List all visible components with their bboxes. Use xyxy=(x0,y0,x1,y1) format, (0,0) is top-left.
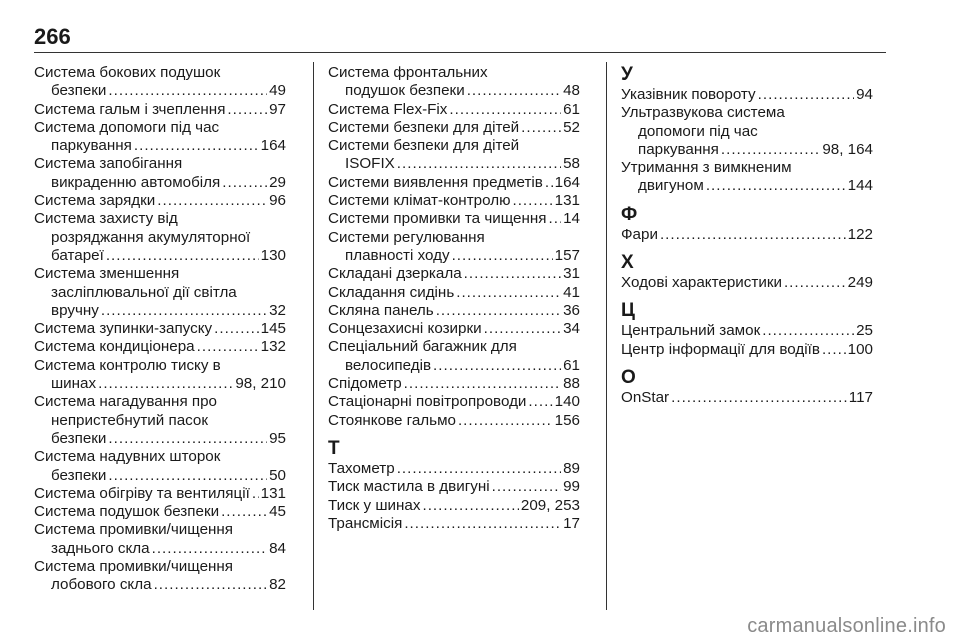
index-entry-text: паркування xyxy=(51,137,132,155)
dot-leader xyxy=(528,393,552,411)
index-entry-pages: 131 xyxy=(260,484,286,502)
index-entry-pages: 164 xyxy=(554,173,580,191)
dot-leader xyxy=(397,155,561,173)
index-entry-text: батареї xyxy=(51,246,104,264)
dot-leader xyxy=(221,503,267,521)
index-entry-text: Фари xyxy=(621,225,658,243)
index-entry-text: Система зупинки-запуску xyxy=(34,320,213,338)
index-entry[interactable] xyxy=(328,64,580,101)
dot-leader xyxy=(134,137,259,155)
index-entry-text: лобового скла xyxy=(51,576,152,594)
index-entry-text: ISOFIX xyxy=(345,155,395,173)
index-entry-text: Система фронтальних xyxy=(328,64,488,81)
index-entry[interactable] xyxy=(34,320,286,338)
index-entry-pages: 29 xyxy=(269,173,286,191)
index-entry-pages: 49 xyxy=(269,82,286,100)
dot-leader xyxy=(404,375,561,393)
index-entry-text: безпеки xyxy=(51,466,107,484)
index-entry-pages: 50 xyxy=(269,466,286,484)
index-entry-pages: 98, 164 xyxy=(822,140,873,158)
watermark: carmanualsonline.info xyxy=(747,615,946,637)
index-entry[interactable] xyxy=(34,119,286,156)
index-entry[interactable] xyxy=(328,497,580,515)
index-entry[interactable] xyxy=(621,389,873,407)
index-letter-heading: Т xyxy=(328,437,340,459)
index-entry-text: Стоянкове гальмо xyxy=(328,411,456,429)
dot-leader xyxy=(660,226,846,244)
dot-leader xyxy=(464,265,561,283)
index-entry-pages: 249 xyxy=(847,274,873,292)
dot-leader xyxy=(458,412,553,430)
index-entry-pages: 140 xyxy=(554,393,580,411)
index-entry-text: шинах xyxy=(51,375,97,393)
index-entry-pages: 84 xyxy=(269,539,286,557)
index-letter-heading: O xyxy=(621,366,636,388)
index-entry[interactable] xyxy=(328,137,580,174)
index-entry-pages: 117 xyxy=(848,388,873,406)
index-entry-pages: 34 xyxy=(563,320,580,338)
dot-leader xyxy=(252,485,259,503)
index-entry[interactable] xyxy=(34,64,286,101)
index-entry-text: Система Flex-Fix xyxy=(328,100,448,118)
index-entry-pages: 52 xyxy=(563,118,580,136)
index-entry-text: Центральний замок xyxy=(621,322,761,340)
index-column-1 xyxy=(34,64,286,595)
dot-leader xyxy=(154,576,268,594)
index-entry-pages: 17 xyxy=(563,514,580,532)
index-entry[interactable] xyxy=(34,338,286,356)
index-entry[interactable] xyxy=(34,357,286,394)
index-entry-pages: 82 xyxy=(269,576,286,594)
index-entry-pages: 31 xyxy=(563,265,580,283)
index-entry-text: Ультразвукова система xyxy=(621,104,785,122)
index-entry-pages: 144 xyxy=(847,177,873,195)
index-entry-text: розряджання акумуляторної xyxy=(51,228,251,246)
dot-leader xyxy=(404,515,561,533)
index-entry-text: допомоги під час xyxy=(638,122,758,140)
index-entry[interactable] xyxy=(328,320,580,338)
index-entry[interactable] xyxy=(621,274,873,292)
index-entry[interactable] xyxy=(328,192,580,210)
index-entry-text: двигуном xyxy=(638,177,704,195)
index-entry-text: Система контролю тиску в xyxy=(34,356,221,374)
index-entry-pages: 99 xyxy=(563,478,580,496)
index-entry[interactable] xyxy=(328,265,580,283)
index-entry-pages: 14 xyxy=(563,210,580,228)
index-entry-text: велосипедів xyxy=(345,356,432,374)
dot-leader xyxy=(214,320,259,338)
index-entry-text: Системи промивки та чищення xyxy=(328,210,547,228)
dot-leader xyxy=(152,540,267,558)
index-entry-pages: 58 xyxy=(563,155,580,173)
dot-leader xyxy=(227,101,267,119)
dot-leader xyxy=(157,192,267,210)
index-entry-text: заднього скла xyxy=(51,539,150,557)
index-entry-pages: 48 xyxy=(563,82,580,100)
index-entry-text: Трансмісія xyxy=(328,514,403,532)
index-entry[interactable] xyxy=(621,322,873,340)
index-entry[interactable] xyxy=(621,226,873,244)
index-entry[interactable] xyxy=(34,155,286,192)
index-entry-pages: 97 xyxy=(269,100,286,118)
index-entry-text: Складані дзеркала xyxy=(328,265,462,283)
index-entry-text: Система надувних шторок xyxy=(34,448,221,466)
index-column-2 xyxy=(328,64,580,533)
index-entry-text: Системи регулювання xyxy=(328,228,485,246)
index-entry-text: Системи безпеки для дітей xyxy=(328,118,520,136)
index-column-3 xyxy=(621,64,873,407)
index-entry-text: Центр інформації для водіїв xyxy=(621,340,820,358)
index-entry-text: Указівник повороту xyxy=(621,86,756,103)
index-entry-pages: 209, 253 xyxy=(520,496,580,514)
index-letter-heading: Ф xyxy=(621,203,638,225)
index-entry-text: Система допомоги під час xyxy=(34,118,220,136)
index-entry[interactable] xyxy=(34,485,286,503)
index-entry-text: безпеки xyxy=(51,82,107,100)
index-entry-pages: 131 xyxy=(554,192,580,210)
index-entry-pages: 156 xyxy=(554,411,580,429)
index-entry-text: подушок безпеки xyxy=(345,82,465,100)
dot-leader xyxy=(106,247,259,265)
index-entry[interactable] xyxy=(621,86,873,104)
index-entry-pages: 89 xyxy=(563,459,580,477)
index-entry[interactable] xyxy=(328,412,580,430)
index-entry-pages: 41 xyxy=(563,283,580,301)
index-letter-heading: Х xyxy=(621,252,634,274)
index-entry-text: викраденню автомобіля xyxy=(51,173,221,191)
index-entry-pages: 164 xyxy=(260,137,286,155)
index-entry-text: Ходові характеристики xyxy=(621,274,782,292)
index-entry-text: Скляна панель xyxy=(328,301,434,319)
index-entry-text: плавності ходу xyxy=(345,246,450,264)
dot-leader xyxy=(484,320,561,338)
dot-leader xyxy=(222,174,267,192)
dot-leader xyxy=(758,86,854,104)
index-entry[interactable] xyxy=(328,119,580,137)
index-entry[interactable] xyxy=(328,393,580,411)
index-entry-text: паркування xyxy=(638,140,719,158)
index-entry-text: Тиск у шинах xyxy=(328,496,421,514)
index-entry-text: Системи клімат-контролю xyxy=(328,192,511,210)
index-entry-text: засліплювальної дії світла xyxy=(51,283,237,301)
index-entry-pages: 100 xyxy=(847,340,873,358)
index-entry-text: Система промивки/чищення xyxy=(34,558,234,576)
dot-leader xyxy=(436,302,561,320)
index-entry[interactable] xyxy=(328,375,580,393)
dot-leader xyxy=(422,497,518,515)
index-entry-text: вручну xyxy=(51,301,99,319)
index-entry[interactable] xyxy=(34,448,286,485)
index-entry-pages: 36 xyxy=(563,301,580,319)
index-entry-pages: 88 xyxy=(563,375,580,393)
index-entry[interactable] xyxy=(328,210,580,228)
index-entry-text: Системи виявлення предметів xyxy=(328,173,543,191)
dot-leader xyxy=(456,284,561,302)
index-entry-pages: 122 xyxy=(847,225,873,243)
index-entry-pages: 61 xyxy=(563,356,580,374)
index-entry-pages: 94 xyxy=(856,86,873,103)
dot-leader xyxy=(521,119,561,137)
index-entry[interactable] xyxy=(34,503,286,521)
index-entry[interactable] xyxy=(328,338,580,375)
index-entry[interactable] xyxy=(621,341,873,359)
index-entry-text: Утримання з вимкненим xyxy=(621,159,792,177)
index-entry[interactable] xyxy=(34,210,286,265)
index-entry[interactable] xyxy=(328,284,580,302)
dot-leader xyxy=(397,460,561,478)
index-entry-text: Система промивки/чищення xyxy=(34,521,234,539)
index-entry-text: Система обігріву та вентиляції xyxy=(34,484,250,502)
index-entry-pages: 32 xyxy=(269,301,286,319)
index-entry-text: Складання сидінь xyxy=(328,283,455,301)
index-entry-pages: 157 xyxy=(554,246,580,264)
dot-leader xyxy=(721,141,820,159)
index-entry-text: Система гальм і зчеплення xyxy=(34,100,226,118)
index-entry-pages: 96 xyxy=(269,192,286,210)
index-entry[interactable] xyxy=(328,515,580,533)
index-entry[interactable] xyxy=(621,104,873,159)
index-entry[interactable] xyxy=(34,393,286,448)
dot-leader xyxy=(545,174,553,192)
dot-leader xyxy=(433,357,561,375)
dot-leader xyxy=(108,430,267,448)
index-entry-text: Система кондиціонера xyxy=(34,338,195,356)
index-entry[interactable] xyxy=(34,265,286,320)
dot-leader xyxy=(197,338,259,356)
index-entry-text: Система бокових подушок xyxy=(34,64,221,81)
index-entry-pages: 98, 210 xyxy=(235,375,286,393)
index-entry-pages: 132 xyxy=(260,338,286,356)
dot-leader xyxy=(467,82,561,100)
index-entry[interactable] xyxy=(328,478,580,496)
dot-leader xyxy=(108,467,267,485)
dot-leader xyxy=(671,389,847,407)
index-entry-text: непристебнутий пасок xyxy=(51,411,208,429)
index-entry-text: Тиск мастила в двигуні xyxy=(328,478,490,496)
index-entry[interactable] xyxy=(328,302,580,320)
index-entry[interactable] xyxy=(328,229,580,266)
index-entry[interactable] xyxy=(328,460,580,478)
index-entry[interactable] xyxy=(34,558,286,595)
dot-leader xyxy=(822,341,846,359)
dot-leader xyxy=(706,177,846,195)
dot-leader xyxy=(762,322,854,340)
index-entry-text: Спеціальний багажник для xyxy=(328,338,517,356)
dot-leader xyxy=(512,192,552,210)
page-number: 266 xyxy=(34,24,71,49)
index-entry-pages: 61 xyxy=(563,100,580,118)
dot-leader xyxy=(549,210,562,228)
index-entry-text: Спідометр xyxy=(328,375,402,393)
index-entry-text: OnStar xyxy=(621,388,670,406)
index-entry[interactable] xyxy=(34,101,286,119)
index-entry[interactable] xyxy=(328,174,580,192)
index-entry[interactable] xyxy=(621,159,873,196)
index-entry-text: безпеки xyxy=(51,429,107,447)
index-entry[interactable] xyxy=(34,192,286,210)
index-entry-text: Сонцезахисні козирки xyxy=(328,320,482,338)
index-entry-text: Система нагадування про xyxy=(34,393,218,411)
dot-leader xyxy=(449,101,561,119)
index-entry-pages: 45 xyxy=(269,503,286,521)
dot-leader xyxy=(101,302,267,320)
dot-leader xyxy=(784,274,846,292)
dot-leader xyxy=(492,478,561,496)
index-entry-text: Система запобігання xyxy=(34,155,183,173)
column-divider-2 xyxy=(606,62,607,610)
column-divider-1 xyxy=(313,62,314,610)
index-entry-text: Стаціонарні повітропроводи xyxy=(328,393,527,411)
dot-leader xyxy=(98,375,233,393)
header-rule xyxy=(34,52,886,53)
index-entry-text: Системи безпеки для дітей xyxy=(328,137,520,155)
index-entry-text: Система подушок безпеки xyxy=(34,503,220,521)
index-entry[interactable] xyxy=(34,521,286,558)
index-entry[interactable] xyxy=(328,101,580,119)
index-letter-heading: Ц xyxy=(621,300,635,322)
index-entry-text: Тахометр xyxy=(328,459,395,477)
index-entry-text: Система захисту від xyxy=(34,210,178,228)
index-entry-pages: 95 xyxy=(269,429,286,447)
index-letter-heading: У xyxy=(621,64,633,85)
index-entry-pages: 145 xyxy=(260,320,286,338)
index-entry-pages: 25 xyxy=(856,322,873,340)
dot-leader xyxy=(108,82,267,100)
index-entry-pages: 130 xyxy=(260,246,286,264)
dot-leader xyxy=(452,247,553,265)
index-entry-text: Система зменшення xyxy=(34,265,180,283)
index-entry-text: Система зарядки xyxy=(34,192,156,210)
